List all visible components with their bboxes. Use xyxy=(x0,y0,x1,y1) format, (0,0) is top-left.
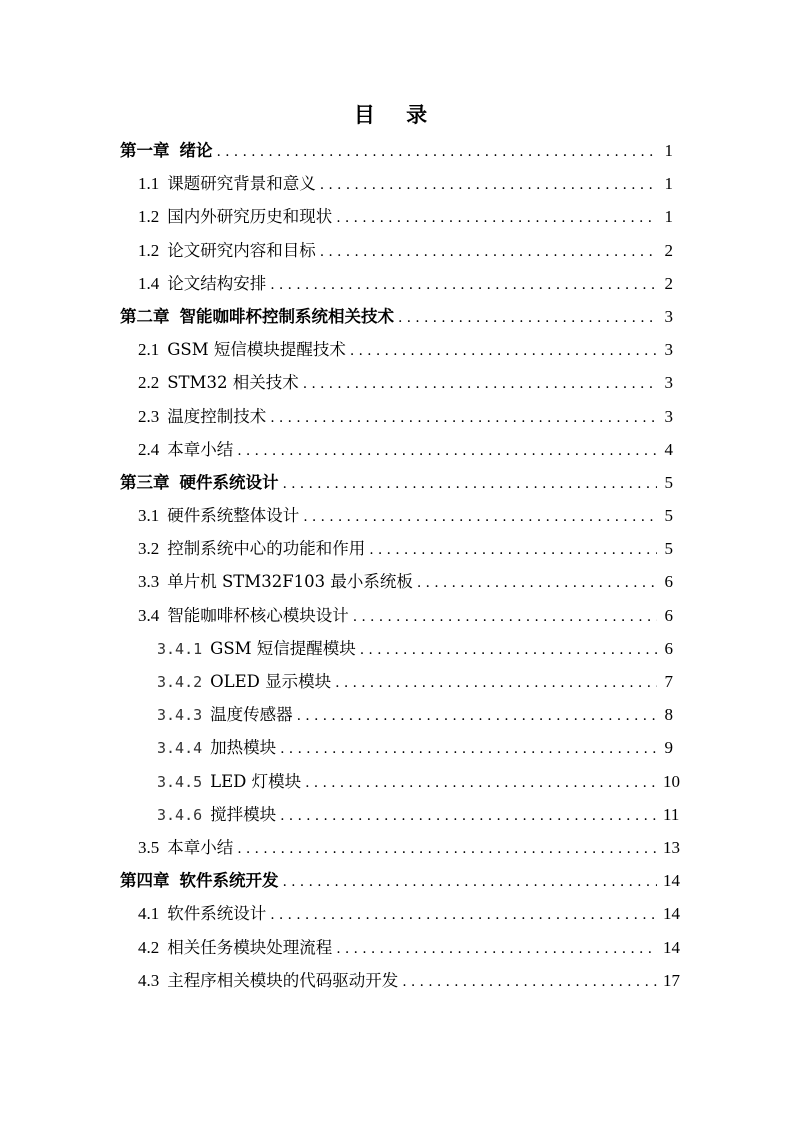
toc-page-number: 3 xyxy=(664,406,673,426)
toc-page-number: 11 xyxy=(663,804,680,824)
toc-entry-number: 第一章 xyxy=(120,141,170,160)
toc-page-number: 14 xyxy=(663,871,680,891)
toc-entry-title: 智能咖啡杯核心模块设计 xyxy=(167,605,349,625)
toc-page-number: 13 xyxy=(663,837,680,857)
toc-entry-number: 2.4 xyxy=(138,439,160,459)
toc-section-entry xyxy=(0,333,793,366)
toc-entry-number: 2.2 xyxy=(138,373,160,393)
toc-subsection-entry xyxy=(0,632,793,665)
toc-page-number: 5 xyxy=(664,539,673,559)
toc-entry-title: 绪论 xyxy=(179,141,213,160)
toc-entry-title: GSM 短信提醒模块 xyxy=(210,638,356,658)
toc-dot-leader xyxy=(350,335,657,368)
toc-page-number: 1 xyxy=(664,141,673,160)
toc-entry-number: 3.4.4 xyxy=(157,739,203,758)
toc-entry-title: 控制系统中心的功能和作用 xyxy=(167,539,366,559)
toc-entry-title: 温度传感器 xyxy=(210,705,293,725)
toc-dot-leader xyxy=(280,800,657,833)
toc-section-entry xyxy=(0,400,793,433)
toc-page-number: 5 xyxy=(664,472,673,492)
toc-page-number: 4 xyxy=(664,439,673,459)
toc-dot-leader xyxy=(283,866,658,899)
toc-dot-leader xyxy=(283,468,658,501)
toc-entry-number: 3.2 xyxy=(138,539,160,559)
toc-dot-leader xyxy=(280,733,657,766)
toc-dot-leader xyxy=(360,634,657,667)
toc-entry-number: 3.4.3 xyxy=(157,706,203,725)
toc-entry-number: 3.4.1 xyxy=(157,639,203,658)
toc-entry-number: 4.3 xyxy=(138,970,160,990)
toc-dot-leader xyxy=(297,700,657,733)
toc-entry-title: 国内外研究历史和现状 xyxy=(167,207,333,227)
toc-entry-number: 3.3 xyxy=(138,572,160,592)
toc-page-number: 17 xyxy=(663,970,680,990)
toc-entry-number: 3.4.5 xyxy=(157,772,203,791)
toc-page-number: 6 xyxy=(664,638,673,658)
toc-entry-title: 软件系统设计 xyxy=(167,904,267,924)
toc-page-number: 7 xyxy=(664,672,673,691)
toc-dot-leader xyxy=(305,767,657,800)
toc-entry-number: 3.1 xyxy=(138,506,160,526)
toc-chapter-entry xyxy=(0,864,793,897)
toc-subsection-entry xyxy=(0,765,793,798)
toc-section-entry xyxy=(0,565,793,598)
toc-section-entry xyxy=(0,931,793,964)
toc-entry-title: 本章小结 xyxy=(167,439,234,459)
toc-entry-title: 单片机 STM32F103 最小系统板 xyxy=(167,572,413,592)
toc-entry-number: 3.4.6 xyxy=(157,805,203,824)
toc-page-number: 5 xyxy=(664,506,673,526)
toc-entry-title: 硬件系统设计 xyxy=(179,472,279,492)
toc-page-number: 3 xyxy=(664,340,673,360)
toc-entry-title: 主程序相关模块的代码驱动开发 xyxy=(167,970,399,990)
toc-section-entry xyxy=(0,366,793,399)
toc-dot-leader xyxy=(336,202,657,235)
toc-dot-leader xyxy=(303,501,657,534)
toc-section-entry xyxy=(0,200,793,233)
toc-page-number: 6 xyxy=(664,572,673,592)
toc-entry-title: 加热模块 xyxy=(210,738,277,758)
toc-chapter-entry xyxy=(0,466,793,499)
toc-entry-number: 2.1 xyxy=(138,340,160,360)
toc-section-entry xyxy=(0,234,793,267)
toc-entry-title: OLED 显示模块 xyxy=(210,672,332,691)
toc-page-number: 9 xyxy=(664,738,673,758)
toc-entry-title: 课题研究背景和意义 xyxy=(167,174,316,194)
toc-entry-number: 4.2 xyxy=(138,937,160,957)
toc-entry-number: 第二章 xyxy=(120,306,170,326)
toc-entry-number: 3.5 xyxy=(138,837,160,857)
toc-page-number: 10 xyxy=(663,771,680,791)
toc-entry-number: 1.4 xyxy=(138,273,160,293)
toc-section-entry xyxy=(0,532,793,565)
toc-entry-number: 3.4.2 xyxy=(157,673,203,691)
toc-page-number: 1 xyxy=(664,207,673,227)
toc-entry-number: 1.2 xyxy=(138,207,160,227)
toc-page-number: 8 xyxy=(664,705,673,725)
toc-entry-title: GSM 短信模块提醒技术 xyxy=(167,340,346,360)
toc-dot-leader xyxy=(320,169,657,202)
toc-dot-leader xyxy=(402,966,657,999)
toc-entry-title: 硬件系统整体设计 xyxy=(167,506,300,526)
toc-chapter-entry xyxy=(0,134,793,167)
toc-dot-leader xyxy=(270,402,657,435)
toc-dot-leader xyxy=(270,269,657,302)
toc-section-entry xyxy=(0,267,793,300)
toc-page-number: 6 xyxy=(664,605,673,625)
toc-dot-leader xyxy=(237,435,657,468)
toc-chapter-entry xyxy=(0,300,793,333)
toc-page-number: 1 xyxy=(664,174,673,194)
toc-dot-leader xyxy=(270,899,657,932)
toc-entry-number: 3.4 xyxy=(138,605,160,625)
toc-section-entry xyxy=(0,964,793,997)
toc-subsection-entry xyxy=(0,731,793,764)
toc-entry-number: 1.2 xyxy=(138,240,160,260)
toc-entry-title: 论文研究内容和目标 xyxy=(167,240,316,260)
toc-section-entry xyxy=(0,499,793,532)
toc-page-number: 3 xyxy=(664,306,673,326)
toc-page-number: 2 xyxy=(664,240,673,260)
toc-list xyxy=(0,134,793,997)
toc-dot-leader xyxy=(336,933,657,966)
toc-entry-title: 软件系统开发 xyxy=(179,871,279,891)
toc-page-number: 3 xyxy=(664,373,673,393)
toc-title: 目 录 xyxy=(353,103,440,127)
toc-entry-title: 搅拌模块 xyxy=(210,804,277,824)
toc-dot-leader xyxy=(353,601,657,634)
toc-entry-title: 温度控制技术 xyxy=(167,406,267,426)
toc-section-entry xyxy=(0,897,793,930)
toc-entry-number: 4.1 xyxy=(138,904,160,924)
toc-page-number: 14 xyxy=(663,937,680,957)
toc-subsection-entry xyxy=(0,665,793,698)
toc-entry-title: STM32 相关技术 xyxy=(167,373,299,393)
toc-dot-leader xyxy=(417,567,657,600)
toc-section-entry xyxy=(0,599,793,632)
toc-entry-number: 第四章 xyxy=(120,871,170,891)
toc-entry-title: 相关任务模块处理流程 xyxy=(167,937,333,957)
toc-entry-number: 1.1 xyxy=(138,174,160,194)
toc-subsection-entry xyxy=(0,698,793,731)
toc-dot-leader xyxy=(335,667,657,700)
toc-page-number: 2 xyxy=(664,273,673,293)
toc-dot-leader xyxy=(237,833,657,866)
toc-entry-title: 本章小结 xyxy=(167,837,234,857)
toc-dot-leader xyxy=(303,368,657,401)
toc-entry-number: 第三章 xyxy=(120,472,170,492)
toc-entry-number: 2.3 xyxy=(138,406,160,426)
toc-section-entry xyxy=(0,167,793,200)
toc-dot-leader xyxy=(320,236,657,269)
toc-entry-title: 智能咖啡杯控制系统相关技术 xyxy=(179,306,394,326)
toc-dot-leader xyxy=(398,302,657,335)
toc-subsection-entry xyxy=(0,798,793,831)
toc-page-number: 14 xyxy=(663,904,680,924)
toc-section-entry xyxy=(0,433,793,466)
toc-section-entry xyxy=(0,831,793,864)
toc-dot-leader xyxy=(369,534,657,567)
toc-entry-title: LED 灯模块 xyxy=(210,771,302,791)
toc-entry-title: 论文结构安排 xyxy=(167,273,267,293)
toc-dot-leader xyxy=(217,136,658,169)
